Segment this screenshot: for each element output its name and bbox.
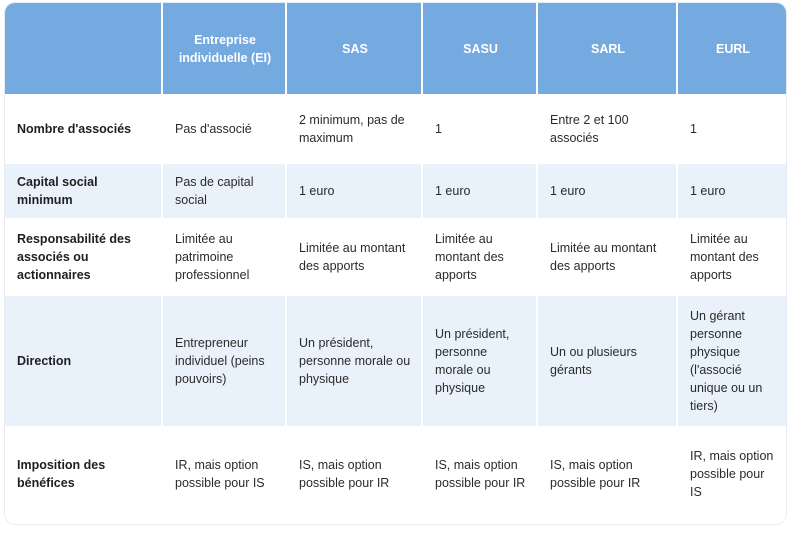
row-label: Responsabilité des associés ou actionnaires	[5, 219, 162, 295]
row-label: Imposition des bénéfices	[5, 427, 162, 521]
table-cell: 1 euro	[677, 163, 786, 219]
table-cell: Limitée au patrimoine professionnel	[162, 219, 286, 295]
table-cell: Pas de capital social	[162, 163, 286, 219]
row-label: Nombre d'associés	[5, 95, 162, 163]
comparison-table-card	[5, 3, 786, 524]
table-header-row	[5, 3, 786, 95]
table-cell: Pas d'associé	[162, 95, 286, 163]
table-cell: 1	[422, 95, 537, 163]
header-eurl: EURL	[677, 3, 786, 95]
table-cell: 2 minimum, pas de maximum	[286, 95, 422, 163]
table-cell: Limitée au montant des apports	[422, 219, 537, 295]
table-cell: 1 euro	[422, 163, 537, 219]
table-row	[5, 95, 786, 163]
row-label: Capital social minimum	[5, 163, 162, 219]
table-cell: IS, mais option possible pour IR	[422, 427, 537, 521]
table-row	[5, 427, 786, 521]
table-cell: IS, mais option possible pour IR	[286, 427, 422, 521]
table-cell: Limitée au montant des apports	[537, 219, 677, 295]
header-empty-cell	[5, 3, 162, 95]
table-row	[5, 295, 786, 427]
table-cell: IR, mais option possible pour IS	[677, 427, 786, 521]
table-cell: Entrepreneur individuel (peins pouvoirs)	[162, 295, 286, 427]
table-cell: Un président, personne morale ou physique	[422, 295, 537, 427]
table-cell: IS, mais option possible pour IR	[537, 427, 677, 521]
table-row	[5, 163, 786, 219]
table-cell: 1	[677, 95, 786, 163]
table-cell: 1 euro	[537, 163, 677, 219]
table-cell: Entre 2 et 100 associés	[537, 95, 677, 163]
table-cell: Limitée au montant des apports	[286, 219, 422, 295]
header-ei: Entreprise individuelle (EI)	[162, 3, 286, 95]
row-label: Direction	[5, 295, 162, 427]
table-cell: Un président, personne morale ou physique	[286, 295, 422, 427]
table-cell: IR, mais option possible pour IS	[162, 427, 286, 521]
header-sarl: SARL	[537, 3, 677, 95]
table-cell: 1 euro	[286, 163, 422, 219]
table-cell: Un gérant personne physique (l'associé unique ou un tiers)	[677, 295, 786, 427]
table-cell: Limitée au montant des apports	[677, 219, 786, 295]
table-row	[5, 219, 786, 295]
table-cell: Un ou plusieurs gérants	[537, 295, 677, 427]
header-sas: SAS	[286, 3, 422, 95]
header-sasu: SASU	[422, 3, 537, 95]
legal-forms-comparison-table	[5, 3, 786, 522]
